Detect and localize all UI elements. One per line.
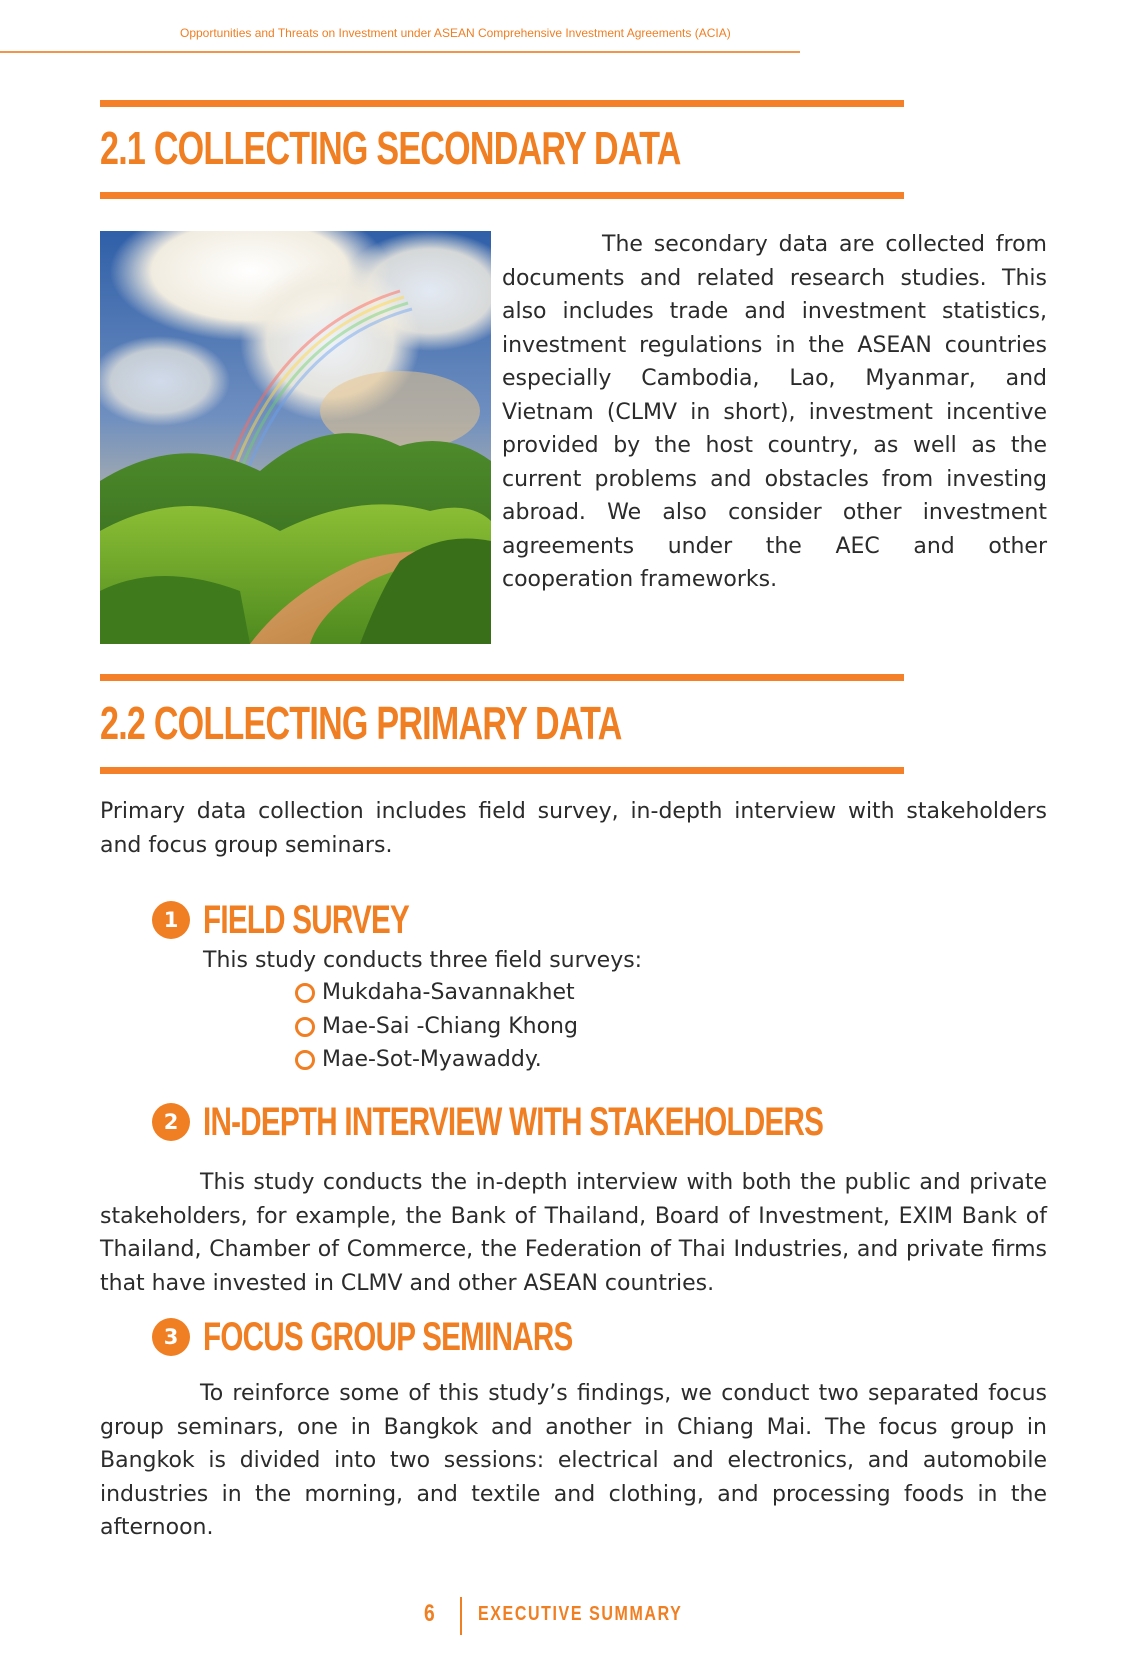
number-badge-1: 1 [152, 901, 190, 939]
number-badge-3: 3 [152, 1318, 190, 1356]
circle-bullet-icon [295, 1017, 315, 1037]
focus-group-paragraph: To reinforce some of this study’s findings, we conduct two separated focus group seminars, one in Bangkok and another in Chiang Mai. The focus group in Bangkok is divided into two sessions: electrical and electronics, and automobile industries in the morning, and textile and clothing, and processing foods in the afternoon. [100, 1381, 1047, 1540]
number-badge-2: 2 [152, 1103, 190, 1141]
footer-divider [460, 1597, 462, 1635]
field-survey-list [295, 976, 578, 1077]
focus-group-title: FOCUS GROUP SEMINARS [203, 1315, 573, 1359]
field-survey-title: FIELD SURVEY [203, 898, 410, 942]
section-bottom-rule [100, 767, 904, 774]
interview-paragraph: This study conducts the in-depth interview with both the public and private stakeholders, for example, the Bank of Thailand, Board of Investment, EXIM Bank of Thailand, Chamber of Commerce, the Federation of Thai Industries, and private firms that have invested in CLMV and other ASEAN countries. [100, 1170, 1047, 1296]
page-number: 6 [424, 1600, 435, 1627]
section-bottom-rule [100, 192, 904, 199]
circle-bullet-icon [295, 983, 315, 1003]
list-item [295, 1043, 578, 1077]
list-item-text: Mae-Sot-Myawaddy. [322, 1047, 542, 1072]
running-header-text: Opportunities and Threats on Investment under ASEAN Comprehensive Investment Agreements (ACIA) [180, 26, 731, 40]
circle-bullet-icon [295, 1050, 315, 1070]
footer-label: EXECUTIVE SUMMARY [478, 1603, 683, 1625]
list-item [295, 976, 578, 1010]
running-header [0, 0, 800, 53]
section-title-secondary: 2.1 COLLECTING SECONDARY DATA [100, 122, 681, 174]
primary-intro: Primary data collection includes field survey, in-depth interview with stakeholders and focus group seminars. [100, 799, 1047, 858]
list-item-text: Mae-Sai -Chiang Khong [322, 1013, 578, 1039]
list-item-text: Mukdaha-Savannakhet [322, 980, 575, 1005]
secondary-paragraph: The secondary data are collected from documents and related research studies. This also includes trade and investment statistics, investment regulations in the ASEAN countries especially Cambodia, Lao, Myanmar, and Vietnam (CLMV in short), investment incentive provided by the host country, as well as the current problems and obstacles from investing abroad. We also consider other investment agreements under the AEC and other cooperation frameworks. [502, 232, 1047, 592]
field-survey-lead: This study conducts three field surveys: [203, 948, 643, 973]
section-top-rule [100, 100, 904, 107]
section-top-rule [100, 674, 904, 681]
interview-title: IN-DEPTH INTERVIEW WITH STAKEHOLDERS [203, 1100, 824, 1144]
landscape-photo [100, 231, 491, 644]
section-title-primary: 2.2 COLLECTING PRIMARY DATA [100, 697, 622, 749]
list-item [295, 1010, 578, 1044]
